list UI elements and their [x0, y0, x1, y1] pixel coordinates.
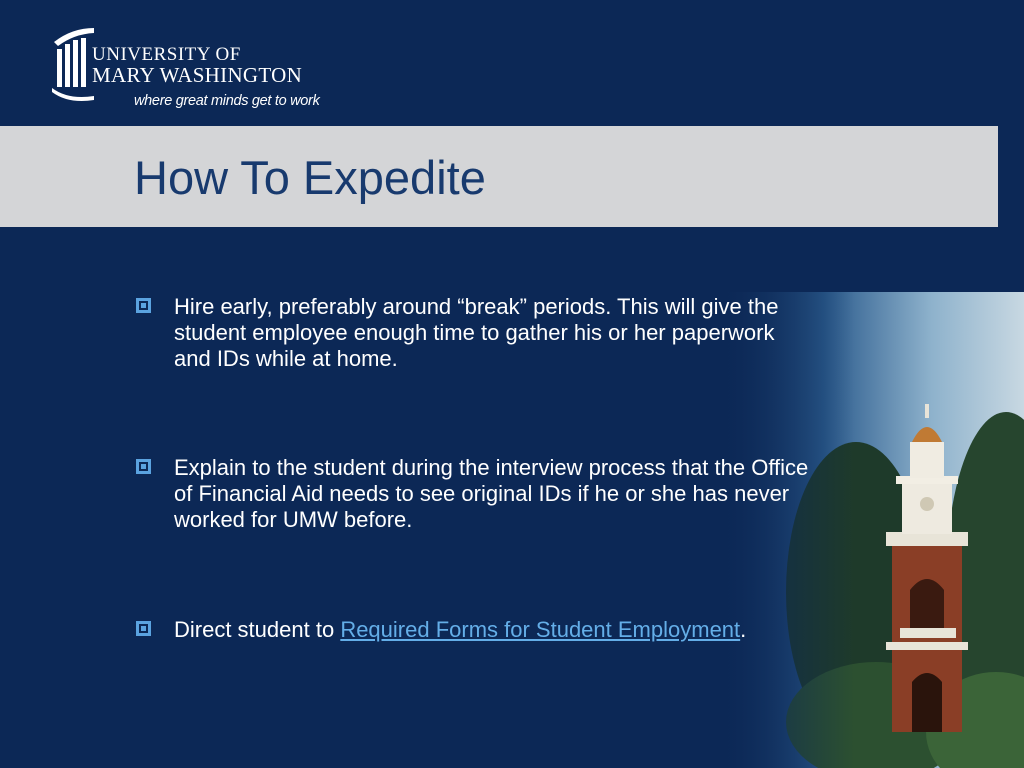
square-bullet-icon	[136, 459, 151, 474]
logo-line-2: MARY WASHINGTON	[92, 63, 303, 87]
square-bullet-icon	[136, 298, 151, 313]
logo-tagline: where great minds get to work	[134, 93, 320, 109]
bullet-text: Explain to the student during the interview process that the Office of Financial Aid needs to see original IDs if he or she has never worked for UMW before.	[174, 455, 809, 532]
bullet-text	[174, 617, 814, 643]
bullet-prefix: Direct student to	[174, 617, 341, 642]
square-bullet-icon	[136, 621, 151, 636]
bullet-text: Hire early, preferably around “break” periods. This will give the student employee enough time to gather his or her paperwork and IDs while at home.	[174, 294, 779, 371]
required-forms-link[interactable]: Required Forms for Student Employment	[340, 617, 741, 642]
university-logo	[48, 22, 348, 122]
logo-line-1: UNIVERSITY OF	[92, 44, 241, 65]
bullet-suffix: .	[740, 617, 747, 642]
slide-title: How To Expedite	[134, 151, 486, 204]
